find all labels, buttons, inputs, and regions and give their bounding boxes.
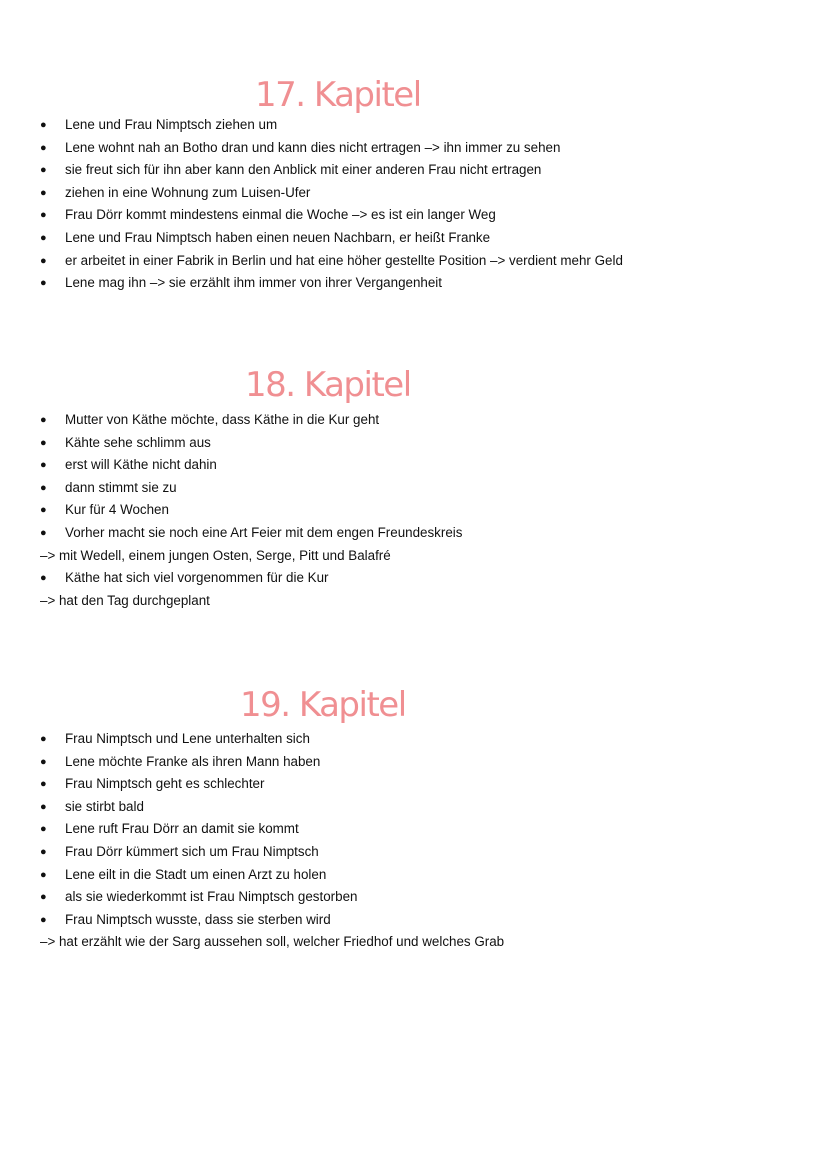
bullet-icon: ● xyxy=(40,414,47,426)
bullet-icon: ● xyxy=(40,755,47,768)
list-item-text: Lene und Frau Nimptsch ziehen um xyxy=(65,117,278,132)
bullet-icon: ● xyxy=(40,141,47,154)
list-item-text: Frau Nimptsch und Lene unterhalten sich xyxy=(65,731,310,746)
list-item-text: Frau Nimptsch wusste, dass sie sterben wird xyxy=(65,911,331,927)
bullet-icon: ● xyxy=(40,778,47,791)
list-item-text: erst will Käthe nicht dahin xyxy=(65,457,217,473)
list-item-text: Lene eilt in die Stadt um einen Arzt zu holen xyxy=(65,866,327,882)
bullet-icon: ● xyxy=(40,232,47,244)
bullet-icon: ● xyxy=(40,277,47,290)
chapter-title: 18. Kapitel xyxy=(245,365,411,405)
list-item-text: Frau Dörr kommt mindestens einmal die Woche –> es ist ein langer Weg xyxy=(65,207,496,223)
bullet-icon: ● xyxy=(40,572,47,585)
list-item-text: als sie wiederkommt ist Frau Nimptsch gestorben xyxy=(65,889,358,905)
bullet-icon: ● xyxy=(40,209,47,222)
chapter-title: 19. Kapitel xyxy=(240,685,406,725)
bullet-icon: ● xyxy=(40,527,47,539)
list-item-text: er arbeitet in einer Fabrik in Berlin und hat eine höher gestellte Position –> verdient mehr Geld xyxy=(65,252,623,268)
list-item-text: Mutter von Käthe möchte, dass Käthe in die Kur geht xyxy=(65,412,380,427)
bullet-icon: ● xyxy=(40,913,47,926)
chapter-title: 17. Kapitel xyxy=(255,75,421,115)
arrow-note-text: –> hat den Tag durchgeplant xyxy=(40,592,210,608)
list-item-text: sie stirbt bald xyxy=(65,798,144,814)
bullet-icon: ● xyxy=(40,459,47,472)
bullet-icon: ● xyxy=(40,891,47,904)
list-item-text: Frau Dörr kümmert sich um Frau Nimptsch xyxy=(65,844,319,859)
arrow-note-text: –> hat erzählt wie der Sarg aussehen soll, welcher Friedhof und welches Grab xyxy=(40,934,505,950)
bullet-icon: ● xyxy=(40,254,47,267)
arrow-note-text: –> mit Wedell, einem jungen Osten, Serge, Pitt und Balafré xyxy=(40,547,391,563)
list-item-text: sie freut sich für ihn aber kann den Anblick mit einer anderen Frau nicht ertragen xyxy=(65,162,542,178)
list-item-text: Lene und Frau Nimptsch haben einen neuen Nachbarn, er heißt Franke xyxy=(65,230,491,245)
list-item-text: Lene wohnt nah an Botho dran und kann dies nicht ertragen –> ihn immer zu sehen xyxy=(65,139,561,155)
list-item-text: Frau Nimptsch geht es schlechter xyxy=(65,776,265,792)
list-item-text: Käthe hat sich viel vorgenommen für die Kur xyxy=(65,570,329,586)
list-item-text: Lene mag ihn –> sie erzählt ihm immer von ihrer Vergangenheit xyxy=(65,275,443,291)
list-item-text: Lene möchte Franke als ihren Mann haben xyxy=(65,753,321,769)
bullet-icon: ● xyxy=(40,481,47,494)
bullet-icon: ● xyxy=(40,823,47,836)
bullet-icon: ● xyxy=(40,186,47,199)
bullet-icon: ● xyxy=(40,436,47,449)
list-item-text: ziehen in eine Wohnung zum Luisen-Ufer xyxy=(65,184,311,200)
list-item-text: Kur für 4 Wochen xyxy=(65,502,169,518)
list-item-text: dann stimmt sie zu xyxy=(65,479,177,495)
list-item-text: Lene ruft Frau Dörr an damit sie kommt xyxy=(65,821,299,837)
bullet-icon: ● xyxy=(40,119,47,131)
bullet-icon: ● xyxy=(40,733,47,745)
list-item-text: Kähte sehe schlimm aus xyxy=(65,434,211,450)
bullet-icon: ● xyxy=(40,846,47,858)
bullet-icon: ● xyxy=(40,868,47,881)
list-item-text: Vorher macht sie noch eine Art Feier mit dem engen Freundeskreis xyxy=(65,525,463,540)
bullet-icon: ● xyxy=(40,800,47,813)
bullet-icon: ● xyxy=(40,164,47,177)
bullet-icon: ● xyxy=(40,504,47,517)
